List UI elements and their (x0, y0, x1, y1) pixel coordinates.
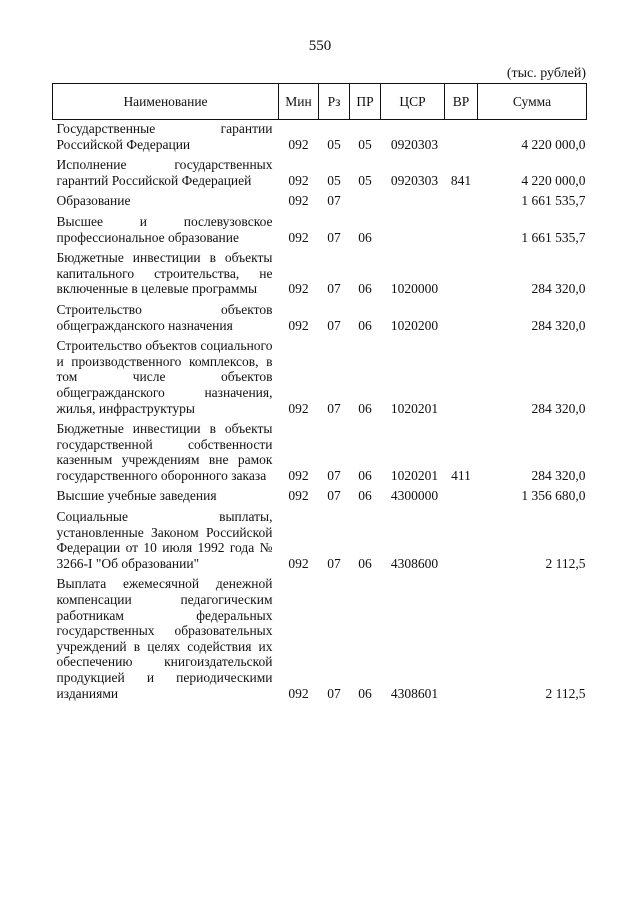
row-csr: 1020201 (390, 467, 439, 483)
row-rz: 07 (327, 229, 341, 245)
row-csr: 1020201 (390, 400, 439, 416)
row-rz: 05 (327, 172, 341, 188)
row-min: 092 (288, 281, 309, 297)
header-rz: Рз (319, 84, 350, 120)
header-vr: ВР (445, 84, 478, 120)
row-csr: 1020200 (390, 317, 439, 333)
budget-table (52, 83, 587, 706)
row-min: 092 (288, 229, 309, 245)
row-sum: 4 220 000,0 (521, 136, 586, 152)
table-row (53, 576, 587, 706)
table-row (53, 157, 587, 193)
row-sum: 1 661 535,7 (521, 229, 586, 245)
row-vr (445, 576, 478, 706)
row-sum: 284 320,0 (531, 400, 586, 416)
table-row (53, 488, 587, 509)
row-min: 092 (288, 555, 309, 571)
header-csr: ЦСР (381, 84, 445, 120)
row-name: Образование (56, 193, 131, 209)
row-rz: 07 (327, 467, 341, 483)
row-vr: 411 (451, 467, 471, 483)
row-name: Исполнение государственных гарантий Российской Федерацией (56, 157, 273, 188)
row-csr (381, 214, 445, 250)
row-csr: 0920303 (390, 136, 439, 152)
row-vr: 841 (450, 172, 472, 188)
row-csr: 1020000 (390, 281, 439, 297)
row-name: Государственные гарантии Российской Федерации (56, 121, 273, 152)
table-row (53, 302, 587, 338)
row-name: Высшие учебные заведения (56, 488, 217, 504)
row-name: Строительство объектов социального и производственного комплексов, в том числе объектов общегражданского назначения, жилья, инфраструктуры (56, 338, 273, 416)
row-min: 092 (288, 488, 309, 504)
row-pr: 05 (358, 136, 372, 152)
row-rz: 07 (327, 400, 341, 416)
row-vr (445, 509, 478, 576)
row-csr: 4308600 (390, 555, 439, 571)
row-rz: 07 (327, 317, 341, 333)
table-row (53, 338, 587, 421)
row-vr (445, 214, 478, 250)
units-label: (тыс. рублей) (506, 66, 586, 81)
row-name: Высшее и послевузовское профессиональное образование (56, 213, 273, 245)
row-vr (445, 193, 478, 214)
row-rz: 07 (327, 685, 341, 701)
row-csr (381, 193, 445, 214)
row-min: 092 (288, 172, 309, 188)
table-row (53, 214, 587, 250)
header-sum: Сумма (478, 84, 587, 120)
table-row (53, 193, 587, 214)
row-pr: 06 (358, 281, 372, 297)
row-pr: 06 (358, 317, 372, 333)
row-vr (445, 302, 478, 338)
row-pr: 06 (358, 229, 372, 245)
table-header-row (53, 84, 587, 120)
row-sum: 284 320,0 (531, 281, 586, 297)
row-pr: 06 (358, 685, 372, 701)
row-vr (445, 488, 478, 509)
row-vr (445, 338, 478, 421)
row-vr (445, 250, 478, 302)
row-sum: 284 320,0 (531, 467, 586, 483)
row-pr: 06 (358, 467, 372, 483)
row-sum: 1 356 680,0 (521, 488, 586, 504)
row-csr: 4308601 (390, 685, 439, 701)
header-pr: ПР (350, 84, 381, 120)
row-name: Социальные выплаты, установленные Законом Российской Федерации от 10 июля 1992 года № 3266-I "Об образовании" (56, 509, 273, 571)
row-sum: 4 220 000,0 (521, 172, 586, 188)
row-rz: 07 (327, 555, 341, 571)
row-pr: 06 (358, 555, 372, 571)
row-min: 092 (288, 400, 309, 416)
row-pr: 06 (358, 400, 372, 416)
header-min: Мин (279, 84, 319, 120)
row-min: 092 (288, 317, 309, 333)
row-min: 092 (288, 467, 309, 483)
row-pr (350, 193, 381, 214)
row-min: 092 (288, 193, 309, 209)
table-row (53, 509, 587, 576)
row-sum: 284 320,0 (531, 317, 586, 333)
row-min: 092 (288, 136, 309, 152)
row-name: Бюджетные инвестиции в объекты государственной собственности казенным учреждениям вне рамок государственного оборонного заказа (56, 421, 273, 483)
row-pr: 05 (358, 172, 372, 188)
table-row (53, 250, 587, 302)
table-row (53, 421, 587, 488)
row-min: 092 (288, 685, 309, 701)
row-csr: 4300000 (390, 488, 439, 504)
row-rz: 07 (327, 193, 341, 209)
row-name: Бюджетные инвестиции в объекты капитального строительства, не включенные в целевые программы (56, 250, 273, 297)
row-pr: 06 (358, 488, 372, 504)
row-sum: 1 661 535,7 (521, 193, 586, 209)
page-number: 550 (308, 38, 332, 54)
row-sum: 2 112,5 (545, 555, 586, 571)
row-name: Строительство объектов общегражданского назначения (56, 301, 273, 333)
row-csr: 0920303 (390, 172, 439, 188)
row-rz: 07 (327, 281, 341, 297)
row-vr (445, 120, 478, 158)
row-sum: 2 112,5 (545, 685, 586, 701)
header-name: Наименование (53, 84, 279, 120)
table-row (53, 120, 587, 158)
row-rz: 05 (327, 136, 341, 152)
row-name: Выплата ежемесячной денежной компенсации педагогическим работникам федеральных государственных образовательных учреждений в целях содействия их обеспечению книгоиздательской продукцией и периодическими изданиями (56, 576, 273, 701)
row-rz: 07 (327, 488, 341, 504)
